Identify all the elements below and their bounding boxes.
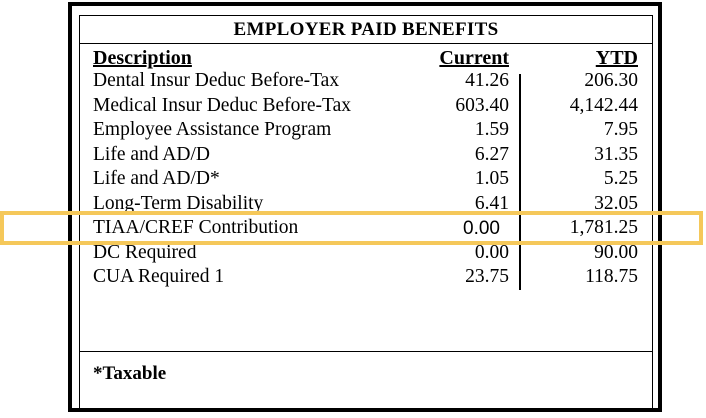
row-description: Life and AD/D [93, 143, 210, 165]
row-description: Dental Insur Deduc Before-Tax [93, 70, 340, 91]
row-ytd: 5.25 [603, 168, 638, 189]
column-header-ytd: YTD [595, 47, 638, 69]
row-current: 0.00 [474, 241, 509, 263]
table-row [80, 167, 652, 192]
table-row [80, 265, 652, 290]
table-title: EMPLOYER PAID BENEFITS [80, 16, 652, 44]
row-ytd: 206.30 [584, 70, 638, 91]
row-description: DC Required [93, 241, 197, 263]
row-current: 1.59 [474, 119, 509, 140]
row-current: 23.75 [465, 266, 509, 287]
taxable-footnote: *Taxable [93, 363, 167, 384]
highlighted-current-value: 0.00 [448, 218, 502, 240]
row-description: TIAA/CREF Contribution [93, 217, 299, 238]
row-ytd: 1,781.25 [569, 217, 638, 238]
highlight-box [0, 211, 703, 245]
footer-divider [80, 351, 652, 352]
row-description: Medical Insur Deduc Before-Tax [93, 94, 351, 116]
row-description: Life and AD/D* [93, 168, 220, 189]
table-row [80, 69, 652, 94]
table-row [80, 94, 652, 119]
row-description: CUA Required 1 [93, 266, 225, 287]
row-ytd: 90.00 [594, 241, 638, 263]
row-ytd: 7.95 [603, 119, 638, 140]
table-body [80, 69, 652, 290]
row-current: 1.05 [474, 168, 509, 189]
row-description: Long-Term Disability [93, 192, 264, 214]
row-current: 6.27 [474, 143, 509, 165]
table-row [80, 118, 652, 143]
row-current: 603.40 [455, 94, 509, 116]
row-description: Employee Assistance Program [93, 119, 332, 140]
row-ytd: 31.35 [594, 143, 638, 165]
row-ytd: 4,142.44 [569, 94, 638, 116]
table-row [80, 143, 652, 168]
column-header-current: Current [439, 47, 509, 69]
column-header-description: Description [93, 47, 192, 69]
row-ytd: 32.05 [594, 192, 638, 214]
row-current: 41.26 [465, 70, 509, 91]
row-ytd: 118.75 [585, 266, 638, 287]
row-current: 6.41 [474, 192, 509, 214]
